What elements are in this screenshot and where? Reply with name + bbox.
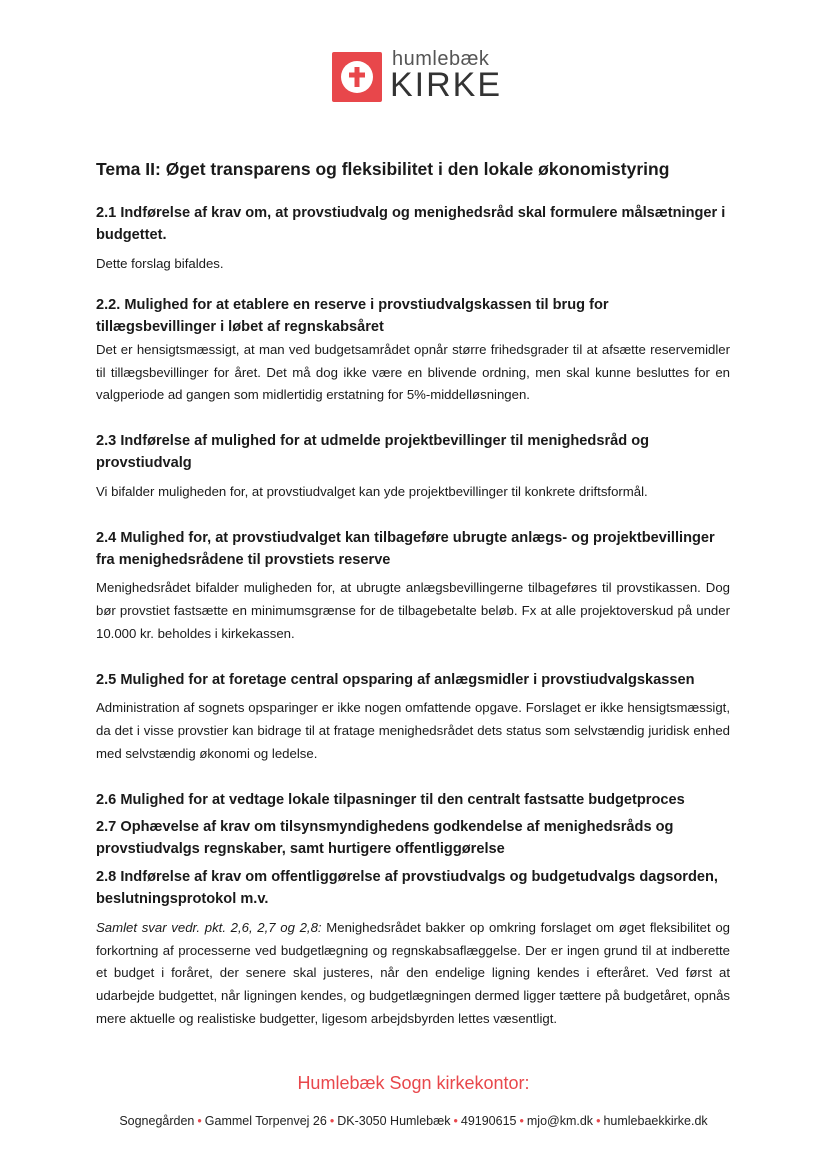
section-2-2 <box>96 295 730 407</box>
section-body <box>96 917 730 1031</box>
logo-text-top: humlebæk <box>392 48 490 70</box>
footer-postal: DK-3050 Humlebæk <box>337 1114 451 1128</box>
section-body: Det er hensigtsmæssigt, at man ved budgetsamrådet opnår større frihedsgrader til at afsætte reservemidler til tillægsbevillinger for året. Det må dog ikke være en blivende ordning, men skal kunne besluttes for en valgperiode ad gangen som midlertidig erstatning for 5%-middelløsningen. <box>96 342 730 403</box>
church-logo <box>332 44 503 104</box>
section-body: Vi bifalder muligheden for, at provstiudvalget kan yde projektbevillinger til konkrete driftsformål. <box>96 483 648 499</box>
section-2-3 <box>96 431 730 503</box>
footer-phone: 49190615 <box>460 1114 517 1128</box>
footer-contact-line <box>0 1114 827 1128</box>
footer-title: Humlebæk Sogn kirkekontor: <box>297 1073 530 1093</box>
footer-website[interactable]: humlebaekkirke.dk <box>603 1114 708 1128</box>
section-body: Dette forslag bifaldes. <box>96 255 224 271</box>
section-2-1 <box>96 203 730 275</box>
section-heading: 2.6 Mulighed for at vedtage lokale tilpasninger til den centralt fastsatte budgetproces <box>96 791 685 808</box>
section-2-5 <box>96 670 730 766</box>
section-heading: 2.7 Ophævelse af krav om tilsynsmyndighedens godkendelse af menighedsråds og provstiudvalgs regnskaber, samt hurtigere offentliggørelse <box>96 819 674 858</box>
section-2-6 <box>96 790 730 812</box>
section-heading: 2.3 Indførelse af mulighed for at udmelde projektbevillinger til menighedsråd og provstiudvalg <box>96 433 650 472</box>
footer-street: Gammel Torpenvej 26 <box>204 1114 327 1128</box>
section-heading: 2.1 Indførelse af krav om, at provstiudvalg og menighedsråd skal formulere målsætninger i budgettet. <box>96 204 726 243</box>
section-body: Menighedsrådet bifalder muligheden for, at ubrugte anlægsbevillingerne tilbageføres til provstikassen. Dog bør provstiet fastsætte en minimumsgrænse for de tilbagebetalte beløb. Fx at alle projektoverskud på under 10.000 kr. beholdes i kirkekassen. <box>96 580 730 641</box>
section-body: Administration af sognets opsparinger er ikke nogen omfattende opgave. Forslaget er ikke hensigtsmæssigt, da det i visse provstier kan bidrage til at fratage menighedsrådet dets status som selvstændig juridisk enhed med selvstændig økonomi og ledelse. <box>96 700 730 761</box>
page-title: Tema II: Øget transparens og fleksibilitet i den lokale økonomistyring <box>96 159 670 179</box>
answer-prefix: Samlet svar vedr. pkt. 2,6, 2,7 og 2,8: <box>96 919 322 935</box>
section-2-8 <box>96 867 730 1030</box>
footer-address-name: Sognegården <box>119 1114 195 1128</box>
section-heading: 2.5 Mulighed for at foretage central opsparing af anlægsmidler i provstiudvalgskassen <box>96 671 695 688</box>
section-2-7 <box>96 817 730 861</box>
section-heading: 2.8 Indførelse af krav om offentliggørelse af provstiudvalgs og budgetudvalgs dagsorden, beslutningsprotokol m.v. <box>96 869 718 908</box>
separator-dot-icon: • <box>197 1114 202 1128</box>
separator-dot-icon: • <box>329 1114 335 1128</box>
footer-email[interactable]: mjo@km.dk <box>526 1114 594 1128</box>
separator-dot-icon: • <box>596 1114 601 1128</box>
document-body <box>96 158 730 1050</box>
section-2-4 <box>96 528 730 646</box>
cross-emblem-icon <box>332 52 382 102</box>
section-heading: 2.2. Mulighed for at etablere en reserve i provstiudvalgskassen til brug for tillægsbevillinger i løbet af regnskabsåret <box>96 297 609 336</box>
separator-dot-icon: • <box>453 1114 458 1128</box>
section-heading: 2.4 Mulighed for, at provstiudvalget kan tilbageføre ubrugte anlægs- og projektbevillinger fra menighedsrådene til provstiets reserve <box>96 529 715 568</box>
logo-text-bottom: KIRKE <box>390 66 503 104</box>
separator-dot-icon: • <box>519 1114 524 1128</box>
answer-text: Menighedsrådet bakker op omkring forslaget om øget fleksibilitet og forkortning af processerne ved budgetlægning og regnskabsaflæggelse. Der er ingen grund til at indberette et budget i foråret, der senere skal justeres, når den endelige ligning kendes i efteråret. Ved først at udarbejde budgettet, når ligningen kendes, og budgetlægningen dermed ligger tættere på budgetåret, opnås mere aktuelle og realistiske budgetter, ligesom arbejdsbyrden lettes væsentligt. <box>96 919 730 1026</box>
